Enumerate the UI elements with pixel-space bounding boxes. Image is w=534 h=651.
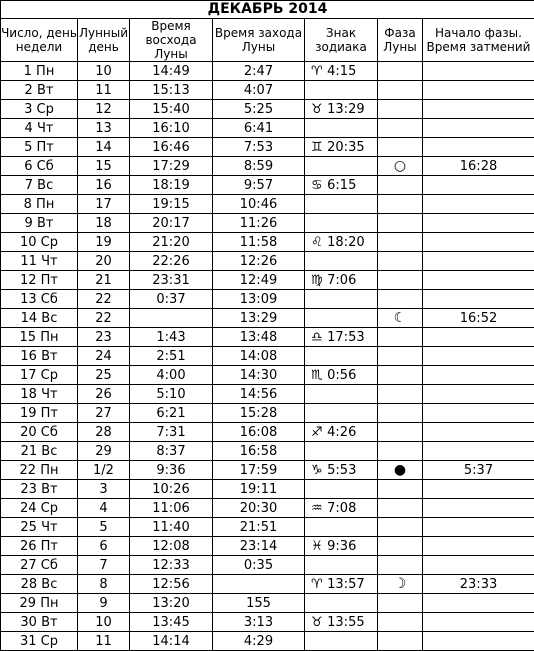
zodiac-cell [305, 442, 378, 461]
date-cell: 28 Вс [1, 575, 78, 594]
lunar-day-cell: 12 [78, 100, 130, 119]
date-cell: 14 Вс [1, 309, 78, 328]
phase-start-cell [423, 81, 534, 100]
lunar-day-cell: 20 [78, 252, 130, 271]
table-row [1, 461, 534, 480]
date-cell: 9 Вт [1, 214, 78, 233]
lunar-day-cell: 21 [78, 271, 130, 290]
moon-phase-icon [378, 556, 423, 575]
zodiac-cell [305, 214, 378, 233]
phase-start-cell [423, 499, 534, 518]
zodiac-time: 13:55 [327, 615, 364, 630]
lunar-day-cell: 4 [78, 499, 130, 518]
phase-start-cell [423, 423, 534, 442]
table-row [1, 309, 534, 328]
table-row [1, 214, 534, 233]
date-cell: 13 Сб [1, 290, 78, 309]
table-row [1, 480, 534, 499]
moon-phase-icon [378, 613, 423, 632]
moonset-cell: 16:08 [213, 423, 305, 442]
zodiac-cell [305, 366, 378, 385]
lunar-day-cell: 29 [78, 442, 130, 461]
header-phase: Фаза Луны [378, 19, 423, 62]
moonrise-cell: 7:31 [130, 423, 213, 442]
moon-phase-icon [378, 290, 423, 309]
table-row [1, 328, 534, 347]
moonrise-cell: 2:51 [130, 347, 213, 366]
moon-phase-icon: ● [378, 461, 423, 480]
phase-start-cell [423, 442, 534, 461]
zodiac-cell [305, 480, 378, 499]
lunar-day-cell: 16 [78, 176, 130, 195]
lunar-day-cell: 18 [78, 214, 130, 233]
moon-phase-icon [378, 81, 423, 100]
header-lunar-day: Лунный день [78, 19, 130, 62]
phase-start-cell [423, 271, 534, 290]
table-row [1, 613, 534, 632]
phase-start-cell [423, 480, 534, 499]
moon-phase-icon [378, 195, 423, 214]
table-row [1, 594, 534, 613]
moonrise-cell: 13:45 [130, 613, 213, 632]
moonset-cell: 155 [213, 594, 305, 613]
zodiac-cell [305, 518, 378, 537]
date-cell: 4 Чт [1, 119, 78, 138]
phase-start-cell [423, 404, 534, 423]
moonrise-cell: 12:08 [130, 537, 213, 556]
moonrise-cell: 9:36 [130, 461, 213, 480]
moonrise-cell: 20:17 [130, 214, 213, 233]
moon-phase-icon [378, 328, 423, 347]
moonset-cell: 15:28 [213, 404, 305, 423]
date-cell: 2 Вт [1, 81, 78, 100]
moon-phase-icon [378, 252, 423, 271]
lunar-day-cell: 10 [78, 613, 130, 632]
lunar-day-cell: 6 [78, 537, 130, 556]
zodiac-cell [305, 290, 378, 309]
moonset-cell: 14:08 [213, 347, 305, 366]
table-row [1, 575, 534, 594]
header-zodiac: Знак зодиака [305, 19, 378, 62]
zodiac-cell [305, 461, 378, 480]
zodiac-time: 5:53 [327, 463, 356, 478]
zodiac-time: 4:15 [327, 64, 356, 79]
lunar-day-cell: 13 [78, 119, 130, 138]
moonrise-cell: 23:31 [130, 271, 213, 290]
moonset-cell: 5:25 [213, 100, 305, 119]
lunar-day-cell: 14 [78, 138, 130, 157]
zodiac-sign-icon: ♏ [311, 368, 323, 383]
zodiac-sign-icon: ♊ [311, 140, 323, 155]
zodiac-sign-icon: ♐ [311, 425, 323, 440]
zodiac-sign-icon: ♒ [311, 501, 323, 516]
zodiac-sign-icon: ♈ [311, 64, 323, 79]
zodiac-cell [305, 556, 378, 575]
zodiac-sign-icon: ♈ [311, 577, 323, 592]
date-cell: 6 Сб [1, 157, 78, 176]
moon-phase-icon: ○ [378, 157, 423, 176]
date-cell: 18 Чт [1, 385, 78, 404]
moon-phase-icon [378, 119, 423, 138]
lunar-day-cell: 5 [78, 518, 130, 537]
date-cell: 16 Вт [1, 347, 78, 366]
moonrise-cell: 8:37 [130, 442, 213, 461]
moonset-cell: 13:29 [213, 309, 305, 328]
moonset-cell: 11:58 [213, 233, 305, 252]
phase-start-cell: 23:33 [423, 575, 534, 594]
date-cell: 25 Чт [1, 518, 78, 537]
moon-phase-icon [378, 632, 423, 651]
moonrise-cell: 12:33 [130, 556, 213, 575]
phase-start-cell: 16:28 [423, 157, 534, 176]
header-phase-start: Начало фазы. Время затмений [423, 19, 534, 62]
moon-phase-icon [378, 499, 423, 518]
date-cell: 7 Вс [1, 176, 78, 195]
zodiac-cell [305, 62, 378, 81]
phase-start-cell [423, 290, 534, 309]
zodiac-cell [305, 176, 378, 195]
date-cell: 30 Вт [1, 613, 78, 632]
zodiac-time: 17:53 [327, 330, 364, 345]
lunar-day-cell: 7 [78, 556, 130, 575]
moon-phase-icon [378, 594, 423, 613]
phase-start-cell [423, 252, 534, 271]
table-row [1, 556, 534, 575]
moon-phase-icon [378, 138, 423, 157]
phase-start-cell: 16:52 [423, 309, 534, 328]
lunar-day-cell: 3 [78, 480, 130, 499]
moonrise-cell: 14:49 [130, 62, 213, 81]
zodiac-time: 9:36 [327, 539, 356, 554]
zodiac-time: 7:06 [327, 273, 356, 288]
date-cell: 21 Вс [1, 442, 78, 461]
table-row [1, 119, 534, 138]
phase-start-cell [423, 100, 534, 119]
phase-start-cell [423, 62, 534, 81]
zodiac-sign-icon: ♉ [311, 102, 323, 117]
moonrise-cell: 16:10 [130, 119, 213, 138]
moonrise-cell: 11:40 [130, 518, 213, 537]
zodiac-time: 6:15 [327, 178, 356, 193]
moonrise-cell: 5:10 [130, 385, 213, 404]
lunar-day-cell: 10 [78, 62, 130, 81]
lunar-day-cell: 25 [78, 366, 130, 385]
moonrise-cell: 15:13 [130, 81, 213, 100]
zodiac-cell [305, 100, 378, 119]
moonset-cell: 13:09 [213, 290, 305, 309]
date-cell: 11 Чт [1, 252, 78, 271]
moonset-cell: 20:30 [213, 499, 305, 518]
table-row [1, 537, 534, 556]
moonset-cell: 9:57 [213, 176, 305, 195]
phase-start-cell [423, 328, 534, 347]
moonrise-cell: 11:06 [130, 499, 213, 518]
table-row [1, 81, 534, 100]
zodiac-time: 4:26 [327, 425, 356, 440]
moonrise-cell: 4:00 [130, 366, 213, 385]
date-cell: 31 Ср [1, 632, 78, 651]
zodiac-cell [305, 613, 378, 632]
moonrise-cell: 16:46 [130, 138, 213, 157]
moon-phase-icon [378, 480, 423, 499]
phase-start-cell [423, 613, 534, 632]
date-cell: 15 Пн [1, 328, 78, 347]
table-row [1, 366, 534, 385]
moon-phase-icon [378, 404, 423, 423]
zodiac-cell [305, 138, 378, 157]
date-cell: 3 Ср [1, 100, 78, 119]
zodiac-cell [305, 157, 378, 176]
lunar-day-cell: 17 [78, 195, 130, 214]
date-cell: 12 Пт [1, 271, 78, 290]
date-cell: 8 Пн [1, 195, 78, 214]
zodiac-sign-icon: ♑ [311, 463, 323, 478]
table-row [1, 62, 534, 81]
moonset-cell: 12:26 [213, 252, 305, 271]
table-row [1, 157, 534, 176]
date-cell: 26 Пт [1, 537, 78, 556]
phase-start-cell [423, 176, 534, 195]
lunar-day-cell: 22 [78, 309, 130, 328]
moonrise-cell: 12:56 [130, 575, 213, 594]
moonrise-cell: 6:21 [130, 404, 213, 423]
table-row [1, 233, 534, 252]
zodiac-time: 18:20 [327, 235, 364, 250]
zodiac-cell [305, 309, 378, 328]
phase-start-cell [423, 214, 534, 233]
moonrise-cell: 18:19 [130, 176, 213, 195]
zodiac-sign-icon: ♍ [311, 273, 323, 288]
moonset-cell: 13:48 [213, 328, 305, 347]
zodiac-cell [305, 252, 378, 271]
moon-phase-icon [378, 214, 423, 233]
phase-start-cell: 5:37 [423, 461, 534, 480]
zodiac-sign-icon: ♋ [311, 178, 323, 193]
date-cell: 23 Вт [1, 480, 78, 499]
moon-phase-icon [378, 518, 423, 537]
moonset-cell: 10:46 [213, 195, 305, 214]
zodiac-cell [305, 347, 378, 366]
table-row [1, 442, 534, 461]
zodiac-sign-icon: ♓ [311, 539, 323, 554]
zodiac-cell [305, 537, 378, 556]
moonset-cell: 8:59 [213, 157, 305, 176]
moonrise-cell: 14:14 [130, 632, 213, 651]
zodiac-cell [305, 233, 378, 252]
moon-phase-icon [378, 100, 423, 119]
table-row [1, 423, 534, 442]
moon-phase-icon [378, 62, 423, 81]
date-cell: 1 Пн [1, 62, 78, 81]
moonrise-cell: 21:20 [130, 233, 213, 252]
lunar-day-cell: 15 [78, 157, 130, 176]
lunar-day-cell: 19 [78, 233, 130, 252]
table-row [1, 271, 534, 290]
table-row [1, 499, 534, 518]
date-cell: 20 Сб [1, 423, 78, 442]
table-row [1, 252, 534, 271]
table-row [1, 404, 534, 423]
zodiac-cell [305, 385, 378, 404]
table-row [1, 195, 534, 214]
moonset-cell: 4:29 [213, 632, 305, 651]
moonset-cell: 19:11 [213, 480, 305, 499]
moon-phase-icon [378, 537, 423, 556]
moonset-cell: 23:14 [213, 537, 305, 556]
phase-start-cell [423, 556, 534, 575]
table-row [1, 347, 534, 366]
moonset-cell: 7:53 [213, 138, 305, 157]
moon-phase-icon [378, 176, 423, 195]
zodiac-time: 7:08 [327, 501, 356, 516]
moonset-cell: 21:51 [213, 518, 305, 537]
moon-phase-icon [378, 233, 423, 252]
moon-phase-icon [378, 366, 423, 385]
lunar-day-cell: 23 [78, 328, 130, 347]
table-row [1, 385, 534, 404]
table-row [1, 176, 534, 195]
moonset-cell: 3:13 [213, 613, 305, 632]
moonrise-cell: 22:26 [130, 252, 213, 271]
zodiac-time: 13:29 [327, 102, 364, 117]
zodiac-sign-icon: ♎ [311, 330, 323, 345]
moon-phase-icon [378, 347, 423, 366]
moonrise-cell: 13:20 [130, 594, 213, 613]
date-cell: 24 Ср [1, 499, 78, 518]
moonset-cell: 6:41 [213, 119, 305, 138]
phase-start-cell [423, 594, 534, 613]
phase-start-cell [423, 366, 534, 385]
table-row [1, 100, 534, 119]
phase-start-cell [423, 518, 534, 537]
header-date: Число, день недели [1, 19, 78, 62]
lunar-day-cell: 11 [78, 81, 130, 100]
date-cell: 27 Сб [1, 556, 78, 575]
date-cell: 19 Пт [1, 404, 78, 423]
zodiac-time: 13:57 [327, 577, 364, 592]
zodiac-cell [305, 81, 378, 100]
phase-start-cell [423, 119, 534, 138]
moon-phase-icon [378, 271, 423, 290]
moonrise-cell: 17:29 [130, 157, 213, 176]
moon-phase-icon: ☽ [378, 575, 423, 594]
zodiac-cell [305, 575, 378, 594]
table-row [1, 138, 534, 157]
zodiac-cell [305, 404, 378, 423]
header-moonset: Время захода Луны [213, 19, 305, 62]
moonset-cell: 17:59 [213, 461, 305, 480]
moon-phase-icon [378, 442, 423, 461]
zodiac-time: 0:56 [327, 368, 356, 383]
lunar-day-cell: 9 [78, 594, 130, 613]
moonset-cell: 0:35 [213, 556, 305, 575]
lunar-day-cell: 1/2 [78, 461, 130, 480]
lunar-day-cell: 24 [78, 347, 130, 366]
moonrise-cell: 19:15 [130, 195, 213, 214]
header-moonrise: Время восхода Луны [130, 19, 213, 62]
lunar-day-cell: 27 [78, 404, 130, 423]
moonrise-cell [130, 309, 213, 328]
zodiac-cell [305, 632, 378, 651]
zodiac-time: 20:35 [327, 140, 364, 155]
date-cell: 10 Ср [1, 233, 78, 252]
zodiac-cell [305, 195, 378, 214]
zodiac-cell [305, 499, 378, 518]
moon-phase-icon [378, 423, 423, 442]
date-cell: 22 Пн [1, 461, 78, 480]
zodiac-sign-icon: ♌ [311, 235, 323, 250]
moonset-cell: 11:26 [213, 214, 305, 233]
phase-start-cell [423, 347, 534, 366]
phase-start-cell [423, 537, 534, 556]
moonset-cell [213, 575, 305, 594]
moonset-cell: 14:56 [213, 385, 305, 404]
lunar-day-cell: 8 [78, 575, 130, 594]
table-row [1, 632, 534, 651]
zodiac-cell [305, 594, 378, 613]
moonrise-cell: 15:40 [130, 100, 213, 119]
moonrise-cell: 0:37 [130, 290, 213, 309]
moonrise-cell: 10:26 [130, 480, 213, 499]
zodiac-cell [305, 271, 378, 290]
zodiac-cell [305, 328, 378, 347]
phase-start-cell [423, 385, 534, 404]
date-cell: 17 Ср [1, 366, 78, 385]
date-cell: 29 Пн [1, 594, 78, 613]
moon-phase-icon: ☾ [378, 309, 423, 328]
phase-start-cell [423, 233, 534, 252]
phase-start-cell [423, 632, 534, 651]
moonset-cell: 12:49 [213, 271, 305, 290]
table-row [1, 290, 534, 309]
moon-phase-icon [378, 385, 423, 404]
moonset-cell: 16:58 [213, 442, 305, 461]
zodiac-cell [305, 423, 378, 442]
lunar-day-cell: 26 [78, 385, 130, 404]
zodiac-cell [305, 119, 378, 138]
zodiac-sign-icon: ♉ [311, 615, 323, 630]
date-cell: 5 Пт [1, 138, 78, 157]
lunar-day-cell: 28 [78, 423, 130, 442]
phase-start-cell [423, 195, 534, 214]
phase-start-cell [423, 138, 534, 157]
moonrise-cell: 1:43 [130, 328, 213, 347]
moonset-cell: 2:47 [213, 62, 305, 81]
table-row [1, 518, 534, 537]
lunar-day-cell: 22 [78, 290, 130, 309]
page-title: ДЕКАБРЬ 2014 [1, 1, 534, 19]
lunar-day-cell: 11 [78, 632, 130, 651]
moonset-cell: 4:07 [213, 81, 305, 100]
moonset-cell: 14:30 [213, 366, 305, 385]
